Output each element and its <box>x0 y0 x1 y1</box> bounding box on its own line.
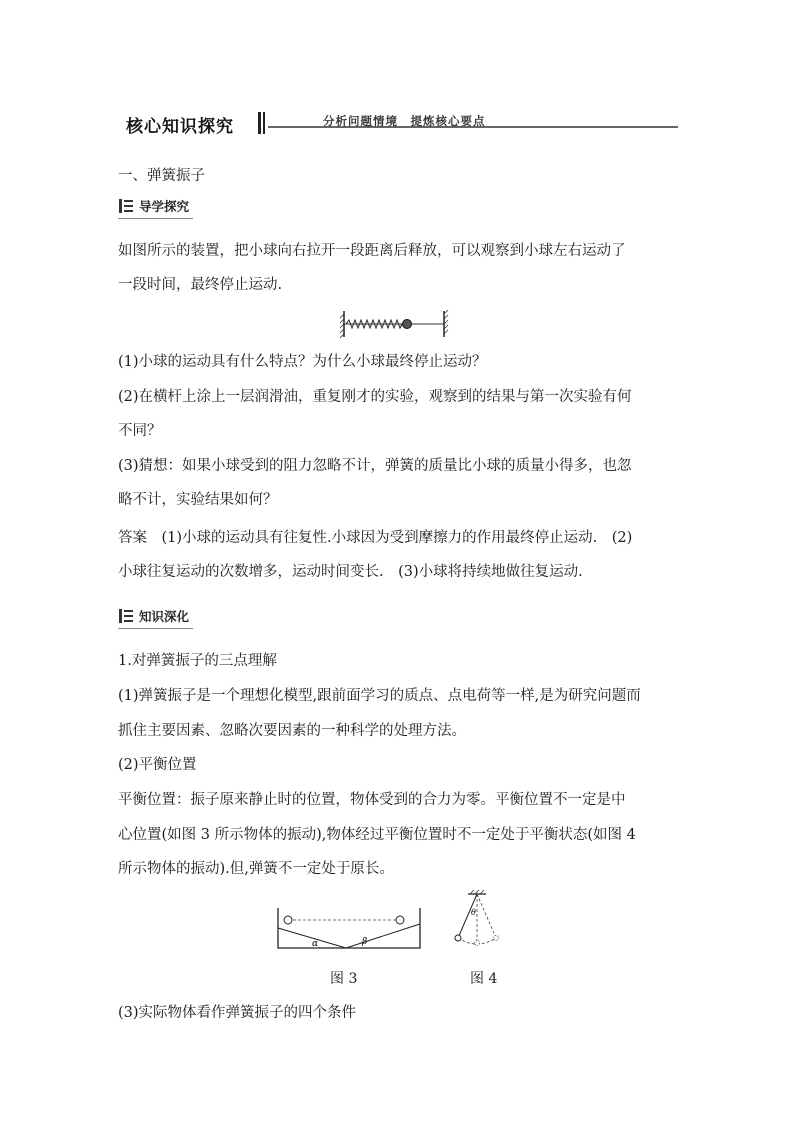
point-1-1-line-1: (1)弹簧振子是一个理想化模型,跟前面学习的质点、点电荷等一样,是为研究问题而 <box>118 688 641 704</box>
point-1-2-line-2: 心位置(如图 3 所示物体的振动),物体经过平衡位置时不一定处于平衡状态(如图 4 <box>118 827 636 843</box>
guided-inquiry-label: 导学探究 <box>139 199 190 214</box>
question-3-line-2: 略不计，实验结果如何？ <box>118 492 278 508</box>
intro-line-1: 如图所示的装置，把小球向右拉开一段距离后释放，可以观察到小球左右运动了 <box>118 243 626 259</box>
header-title: 核心知识探究 <box>126 117 234 137</box>
knowledge-deepening-label: 知识深化 <box>139 609 190 624</box>
point-1-2-line-1: 平衡位置：振子原来静止时的位置，物体受到的合力为零。平衡位置不一定是中 <box>118 792 626 808</box>
question-2-line-1: (2)在横杆上涂上一层润滑油，重复刚才的实验，观察到的结果与第一次实验有何 <box>118 389 632 405</box>
point-1-1-line-2: 抓住主要因素、忽略次要因素的一种科学的处理方法。 <box>118 723 466 739</box>
theta-label: θ <box>471 908 476 917</box>
figure-4-caption: 图 4 <box>470 971 498 987</box>
point-1-2-title: (2)平衡位置 <box>118 757 197 773</box>
question-1: (1)小球的运动具有什么特点？为什么小球最终停止运动？ <box>118 354 487 370</box>
question-3-line-1: (3)猜想：如果小球受到的阻力忽略不计，弹簧的质量比小球的质量小得多，也忽 <box>118 458 632 474</box>
spring-oscillator-figure <box>340 308 452 340</box>
section-header <box>118 110 678 137</box>
alpha-label: α <box>312 939 319 949</box>
guided-inquiry-heading <box>118 196 193 219</box>
beta-label: β <box>362 937 368 947</box>
point-1-title: 1.对弹簧振子的三点理解 <box>118 653 277 669</box>
knowledge-deepening-heading <box>118 606 193 629</box>
point-1-3-title: (3)实际物体看作弹簧振子的四个条件 <box>118 1005 357 1021</box>
list-icon <box>119 199 133 213</box>
list-icon <box>119 609 133 623</box>
figure-3-caption: 图 3 <box>330 971 358 987</box>
section-title: 一、弹簧振子 <box>118 168 205 184</box>
header-bars-decoration <box>258 112 268 134</box>
intro-line-2: 一段时间，最终停止运动. <box>118 277 283 293</box>
answer-line-1: 答案 (1)小球的运动具有往复性.小球因为受到摩擦力的作用最终停止运动. (2) <box>118 530 633 546</box>
point-1-2-line-3: 所示物体的振动).但,弹簧不一定处于原长。 <box>118 861 394 877</box>
question-2-line-2: 不同？ <box>118 423 162 439</box>
figure-4-pendulum <box>450 890 506 950</box>
answer-line-2: 小球往复运动的次数增多，运动时间变长. (3)小球将持续地做往复运动. <box>118 564 583 580</box>
figure-3-v-track <box>274 890 426 952</box>
header-subtitle: 分析问题情境 提炼核心要点 <box>323 114 486 128</box>
